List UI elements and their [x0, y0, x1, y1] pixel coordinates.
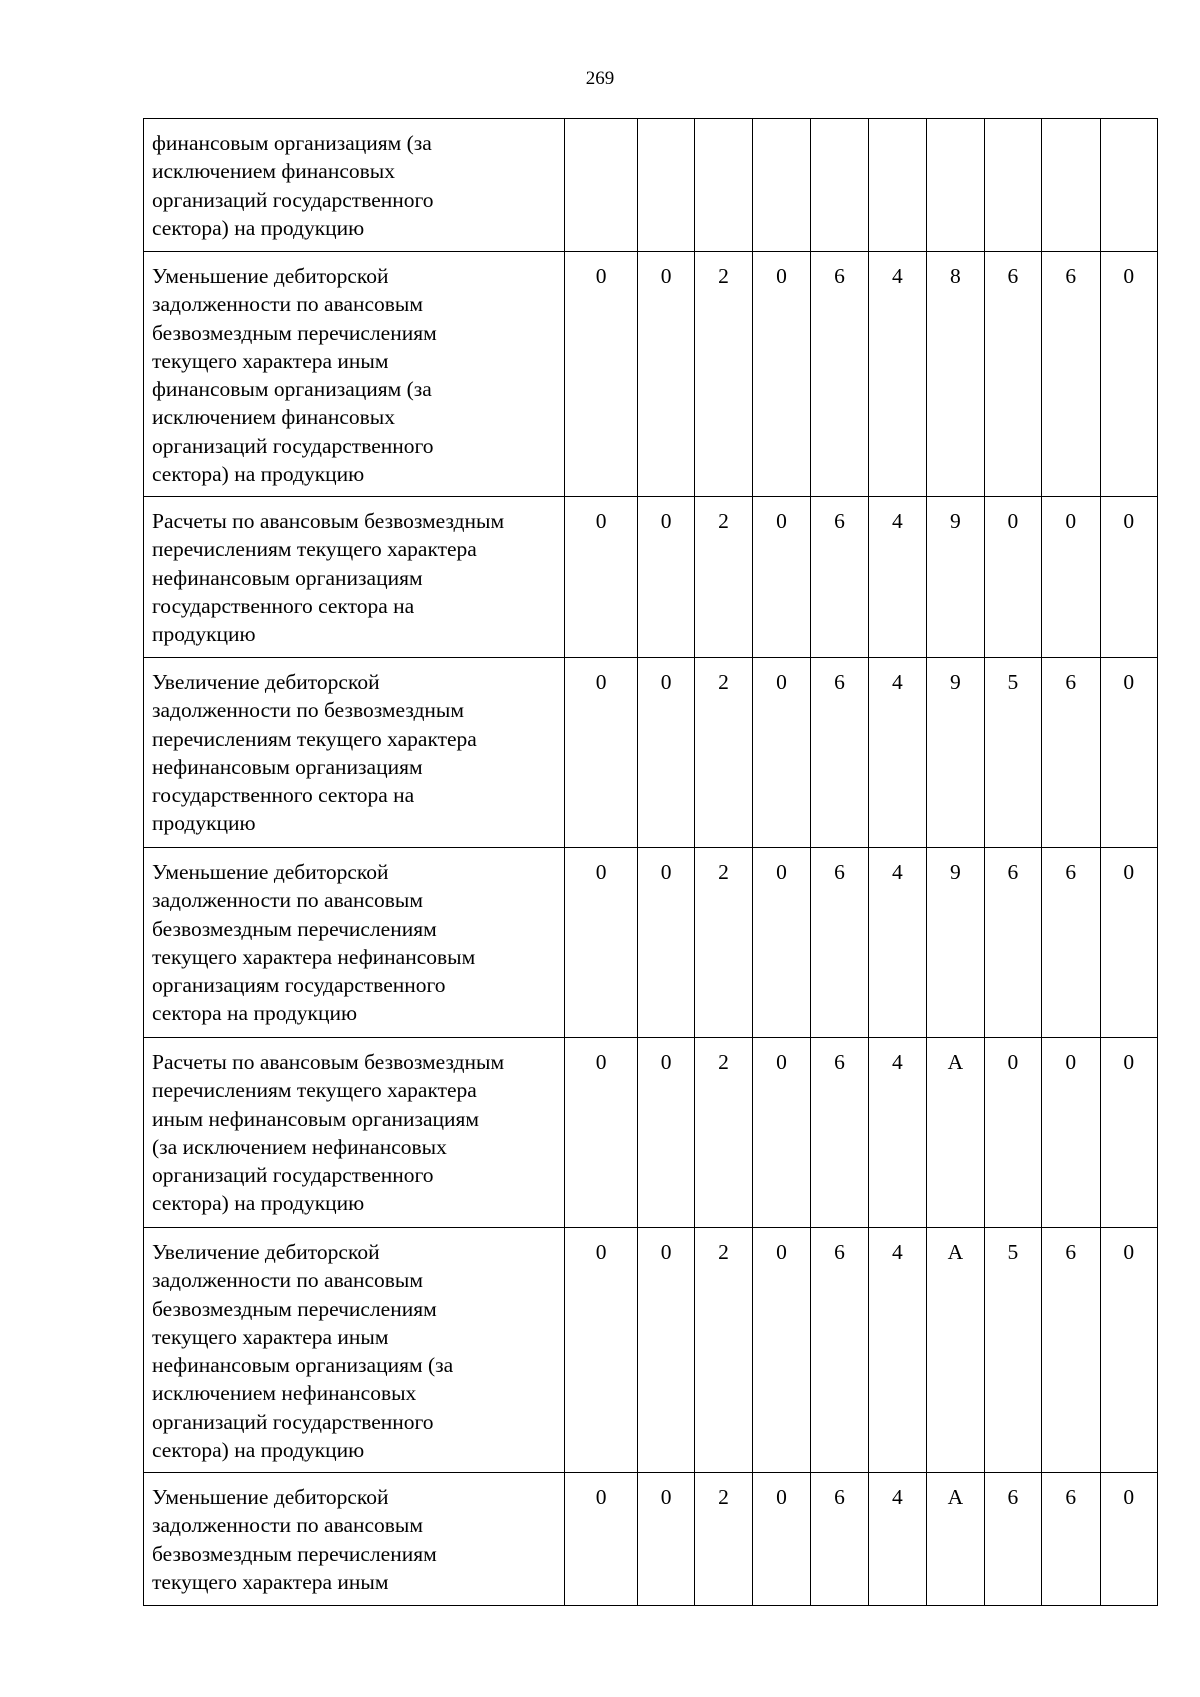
code-digit-cell: 0 [752, 1473, 810, 1606]
code-digit-cell: 6 [984, 848, 1041, 1038]
code-digit-cell: 6 [984, 1473, 1041, 1606]
code-digit-cell: 0 [565, 252, 638, 497]
code-digit-cell: 0 [984, 1038, 1041, 1228]
code-digit-cell: 0 [752, 497, 810, 658]
code-digit-cell: 0 [752, 1228, 810, 1473]
code-digit-cell: 6 [1042, 658, 1100, 848]
code-digit-cell: 9 [927, 497, 984, 658]
code-digit-cell: 6 [811, 848, 868, 1038]
code-digit-cell [565, 119, 638, 252]
code-digit-cell: 0 [637, 658, 694, 848]
code-digit-cell: 2 [695, 1473, 752, 1606]
table-row [144, 119, 1158, 252]
code-digit-cell: 0 [637, 252, 694, 497]
budget-code-table [143, 118, 1158, 1606]
code-digit-cell: 2 [695, 1228, 752, 1473]
code-digit-cell: А [927, 1228, 984, 1473]
code-digit-cell: 2 [695, 1038, 752, 1228]
code-digit-cell: 0 [752, 848, 810, 1038]
code-digit-cell: 0 [565, 497, 638, 658]
code-digit-cell: 0 [1100, 848, 1158, 1038]
row-description: Увеличение дебиторской задолженности по авансовым безвозмездным перечислениям текущего характера иным нефинансовым организациям (за исключением нефинансовых организаций государственного сектора) на продукцию [152, 1240, 454, 1463]
code-digit-cell: А [927, 1038, 984, 1228]
code-digit-cell: 0 [637, 1228, 694, 1473]
table-body [144, 119, 1158, 1606]
code-digit-cell: 0 [1042, 1038, 1100, 1228]
code-digit-cell [1042, 119, 1100, 252]
row-description-cell [144, 658, 565, 848]
code-digit-cell: 0 [1042, 497, 1100, 658]
row-description-cell [144, 497, 565, 658]
code-digit-cell: 0 [752, 252, 810, 497]
table-row [144, 1473, 1158, 1606]
code-digit-cell: 0 [752, 1038, 810, 1228]
code-digit-cell: 4 [868, 1038, 926, 1228]
code-digit-cell [752, 119, 810, 252]
table-row [144, 497, 1158, 658]
code-digit-cell: 4 [868, 848, 926, 1038]
code-digit-cell [984, 119, 1041, 252]
code-digit-cell: 5 [984, 658, 1041, 848]
code-digit-cell: А [927, 1473, 984, 1606]
code-digit-cell: 0 [565, 1228, 638, 1473]
code-digit-cell: 0 [637, 1473, 694, 1606]
table-row [144, 848, 1158, 1038]
code-digit-cell: 6 [984, 252, 1041, 497]
code-digit-cell: 0 [1100, 1473, 1158, 1606]
row-description: Уменьшение дебиторской задолженности по авансовым безвозмездным перечислениям текущего характера иным финансовым организациям (за исключением финансовых организаций государственного сектора) на продукцию [152, 264, 437, 487]
code-digit-cell: 6 [811, 497, 868, 658]
code-digit-cell: 6 [811, 1228, 868, 1473]
code-digit-cell: 6 [1042, 252, 1100, 497]
code-digit-cell: 6 [811, 1038, 868, 1228]
code-digit-cell: 6 [1042, 1228, 1100, 1473]
code-digit-cell: 4 [868, 252, 926, 497]
code-digit-cell [868, 119, 926, 252]
table-row [144, 1228, 1158, 1473]
code-digit-cell: 0 [1100, 1038, 1158, 1228]
code-digit-cell: 6 [811, 252, 868, 497]
row-description-cell [144, 1473, 565, 1606]
code-digit-cell: 6 [1042, 848, 1100, 1038]
code-digit-cell: 4 [868, 1228, 926, 1473]
row-description-cell [144, 119, 565, 252]
code-digit-cell: 8 [927, 252, 984, 497]
code-digit-cell: 0 [637, 1038, 694, 1228]
row-description: Уменьшение дебиторской задолженности по авансовым безвозмездным перечислениям текущего характера иным [152, 1485, 437, 1594]
code-digit-cell: 0 [637, 497, 694, 658]
code-digit-cell: 4 [868, 658, 926, 848]
code-digit-cell: 0 [565, 1473, 638, 1606]
row-description: Расчеты по авансовым безвозмездным перечислениям текущего характера нефинансовым организациям государственного сектора на продукцию [152, 509, 505, 647]
code-digit-cell [1100, 119, 1158, 252]
row-description: Уменьшение дебиторской задолженности по авансовым безвозмездным перечислениям текущего характера нефинансовым организациям государственного сектора на продукцию [152, 860, 476, 1026]
code-digit-cell: 2 [695, 848, 752, 1038]
code-digit-cell: 6 [1042, 1473, 1100, 1606]
code-digit-cell: 4 [868, 497, 926, 658]
code-digit-cell: 0 [1100, 1228, 1158, 1473]
code-digit-cell: 0 [637, 848, 694, 1038]
code-digit-cell [927, 119, 984, 252]
code-digit-cell: 6 [811, 658, 868, 848]
row-description: финансовым организациям (за исключением финансовых организаций государственного сектора) на продукцию [152, 131, 434, 240]
code-digit-cell: 2 [695, 658, 752, 848]
code-digit-cell: 9 [927, 848, 984, 1038]
code-digit-cell: 0 [1100, 658, 1158, 848]
code-digit-cell: 6 [811, 1473, 868, 1606]
code-digit-cell: 0 [984, 497, 1041, 658]
code-digit-cell: 0 [565, 848, 638, 1038]
code-digit-cell: 4 [868, 1473, 926, 1606]
row-description-cell [144, 252, 565, 497]
code-digit-cell: 9 [927, 658, 984, 848]
code-digit-cell: 5 [984, 1228, 1041, 1473]
row-description: Увеличение дебиторской задолженности по безвозмездным перечислениям текущего характера нефинансовым организациям государственного сектора на продукцию [152, 670, 477, 836]
code-digit-cell: 0 [1100, 497, 1158, 658]
row-description-cell [144, 1038, 565, 1228]
row-description-cell [144, 848, 565, 1038]
table-row [144, 658, 1158, 848]
row-description-cell [144, 1228, 565, 1473]
code-digit-cell: 0 [565, 658, 638, 848]
table-row [144, 1038, 1158, 1228]
code-digit-cell [811, 119, 868, 252]
page-number: 269 [585, 68, 615, 89]
code-digit-cell: 0 [752, 658, 810, 848]
code-digit-cell [695, 119, 752, 252]
code-digit-cell: 0 [1100, 252, 1158, 497]
code-digit-cell [637, 119, 694, 252]
code-digit-cell: 0 [565, 1038, 638, 1228]
row-description: Расчеты по авансовым безвозмездным перечислениям текущего характера иным нефинансовым организациям (за исключением нефинансовых организаций государственного сектора) на продукцию [152, 1050, 505, 1216]
code-digit-cell: 2 [695, 497, 752, 658]
table-row [144, 252, 1158, 497]
code-digit-cell: 2 [695, 252, 752, 497]
